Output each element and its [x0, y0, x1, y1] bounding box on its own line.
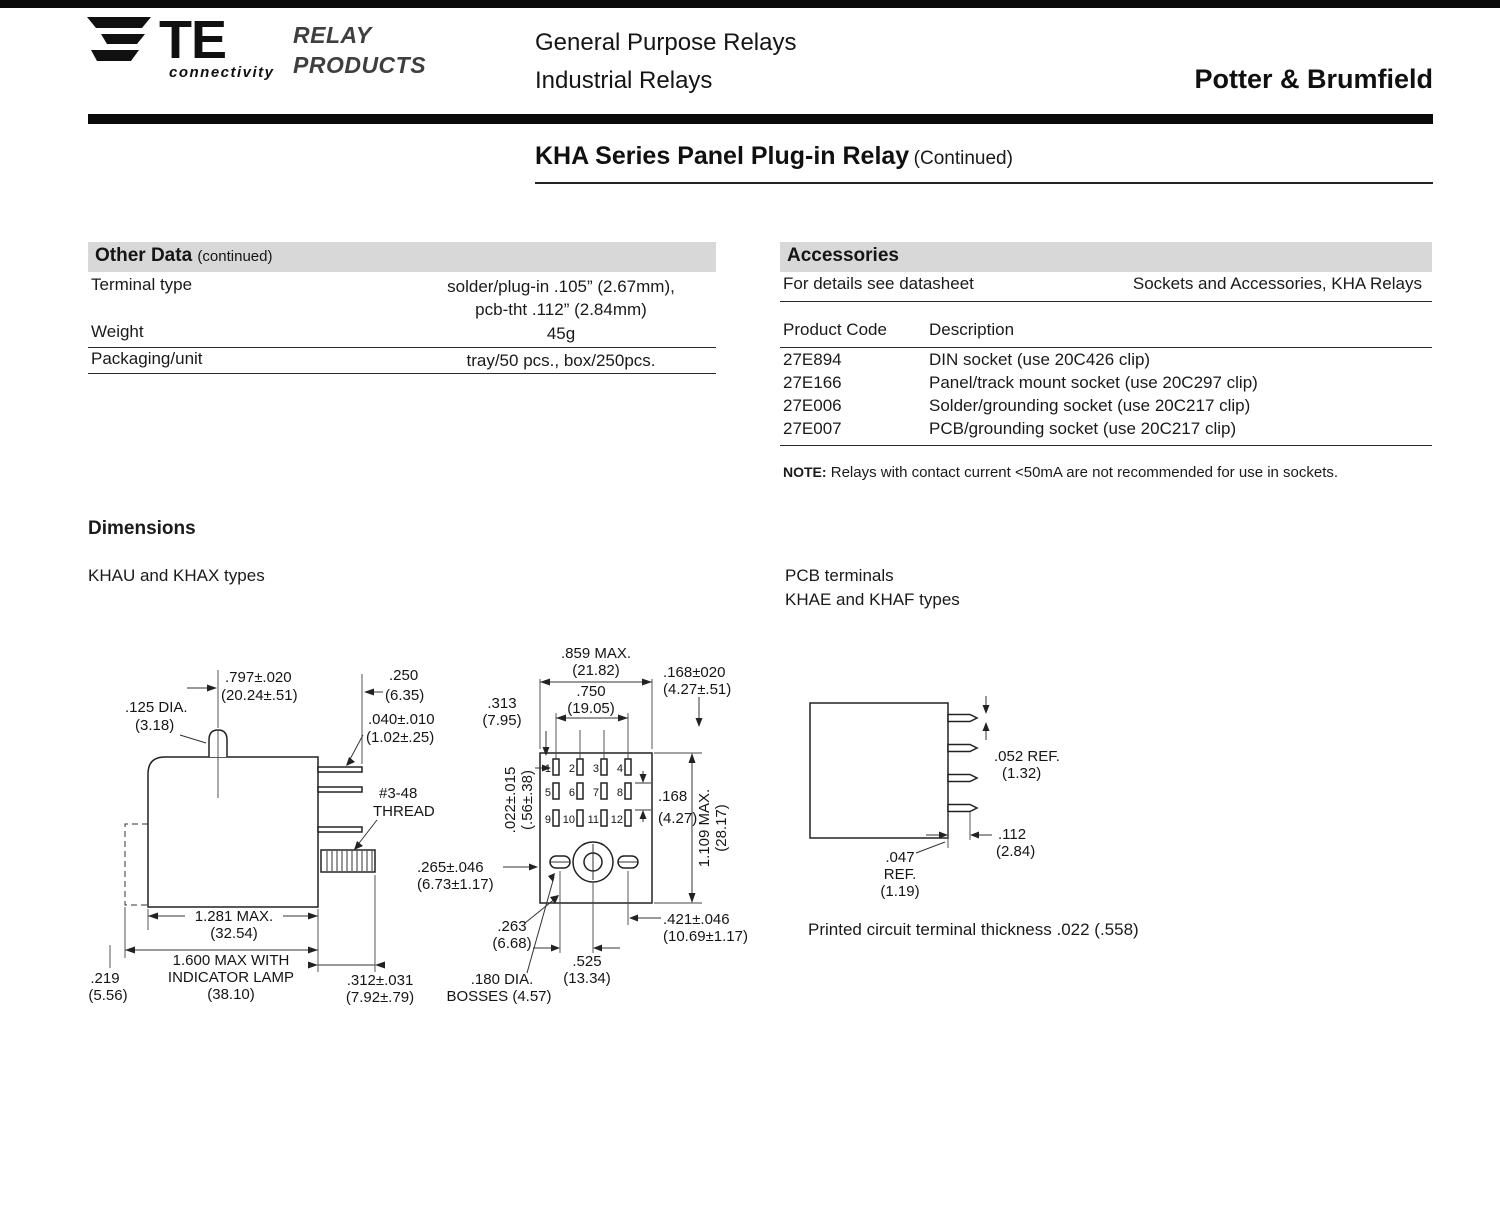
dim-525-mm-label: (13.34) — [563, 970, 611, 987]
pin-number: 4 — [616, 763, 623, 775]
dim-1109-mm-label: (28.17) — [713, 804, 730, 852]
dim-859-label: .859 MAX. — [560, 645, 632, 662]
dim-797-label: .797±.020 — [225, 669, 292, 686]
pcb-terminal-thickness-note: Printed circuit terminal thickness .022 (.558) — [808, 920, 1139, 939]
accessories-heading-text: Accessories — [787, 245, 899, 266]
dim-1600-mm-label: (38.10) — [207, 986, 255, 1003]
table-row — [780, 373, 1432, 396]
other-data-heading — [88, 242, 716, 272]
dim-168t-mm-label: (4.27±.51) — [663, 681, 732, 698]
dim-052-mm-label: (1.32) — [1002, 765, 1042, 782]
pin-number: 1 — [544, 763, 551, 775]
weight-label: Weight — [91, 322, 144, 341]
packaging-label: Packaging/unit — [91, 349, 203, 368]
accessories-details-row — [780, 272, 1432, 302]
drawing-side-view — [85, 640, 465, 1010]
dim-797-mm-label: (20.24±.51) — [221, 687, 298, 704]
dim-168-mm-label: (4.27) — [658, 810, 698, 827]
accessories-details-value: Sockets and Accessories, KHA Relays — [1132, 274, 1422, 293]
accessories-note — [780, 464, 1432, 481]
product-code: 27E894 — [783, 350, 842, 369]
table-row — [780, 396, 1432, 419]
weight-row — [88, 322, 716, 348]
category-line1: General Purpose Relays — [535, 29, 797, 56]
dim-1600-label-line1: 1.600 MAX WITH — [172, 952, 290, 969]
dim-263-label: .263 — [497, 918, 527, 935]
dim-750-mm-label: (19.05) — [567, 700, 615, 717]
page-title — [535, 142, 1013, 171]
dim-313-mm-label: (7.95) — [482, 712, 522, 729]
other-data-heading-note: (continued) — [197, 248, 273, 265]
pin-number: 6 — [568, 787, 575, 799]
dim-421-label: .421±.046 — [663, 911, 730, 928]
packaging-value: tray/50 pcs., box/250pcs. — [466, 351, 656, 370]
title-underline — [535, 182, 1433, 184]
dim-180-label: .180 DIA. — [470, 971, 534, 988]
caption-pcb-terminals — [785, 564, 960, 612]
pin-number: 11 — [587, 814, 599, 826]
dim-313-label: .313 — [487, 695, 517, 712]
table-row — [780, 350, 1432, 373]
dim-168t-label: .168±020 — [663, 664, 726, 681]
dim-040-label: .040±.010 — [368, 711, 435, 728]
brand-block — [293, 20, 426, 80]
dim-250-label: .250 — [389, 667, 419, 684]
te-logo — [85, 10, 285, 81]
dim-250-mm-label: (6.35) — [385, 687, 425, 704]
pin-number: 9 — [544, 814, 551, 826]
table-row — [780, 419, 1432, 442]
dim-1281-mm-label: (32.54) — [210, 925, 258, 942]
brand-line2: PRODUCTS — [293, 52, 427, 78]
product-code: 27E007 — [783, 419, 842, 438]
bottom-view-geometry — [540, 713, 652, 903]
terminal-type-row — [88, 272, 716, 322]
accessories-column-header — [780, 318, 1432, 348]
dim-125-mm-label: (3.18) — [135, 717, 175, 734]
top-border — [0, 0, 1500, 8]
terminal-type-label: Terminal type — [91, 275, 193, 294]
accessories-section — [780, 242, 1432, 481]
column-description: Description — [929, 320, 1015, 339]
te-logo-subtitle: connectivity — [169, 64, 275, 81]
column-product-code: Product Code — [783, 320, 887, 339]
dim-1281-label: 1.281 MAX. — [194, 908, 274, 925]
pin-number: 10 — [562, 814, 575, 826]
dim-525-label: .525 — [572, 953, 602, 970]
dim-750-label: .750 — [576, 683, 606, 700]
note-text: Relays with contact current <50mA are not recommended for use in sockets. — [830, 464, 1339, 481]
dim-052-label: .052 REF. — [994, 748, 1060, 765]
accessories-heading — [780, 242, 1432, 272]
brand-line1: RELAY — [293, 22, 372, 48]
dim-859-mm-label: (21.82) — [572, 662, 620, 679]
dim-112-mm-label: (2.84) — [996, 843, 1036, 860]
thread-label-line2: THREAD — [373, 803, 435, 820]
pin-number: 7 — [592, 787, 599, 799]
page-title-suffix: (Continued) — [913, 148, 1013, 169]
product-code: 27E006 — [783, 396, 842, 415]
dim-312-label: .312±.031 — [346, 972, 414, 989]
thread-label-line1: #3-48 — [379, 785, 418, 802]
caption-pcb-line1: PCB terminals — [785, 566, 894, 585]
dim-312-mm-label: (7.92±.79) — [345, 989, 415, 1006]
dim-047-label: .047 — [885, 849, 915, 866]
product-description: DIN socket (use 20C426 clip) — [929, 350, 1151, 369]
page-title-main: KHA Series Panel Plug-in Relay — [535, 142, 910, 170]
terminal-type-value-line2: pcb-tht .112” (2.84mm) — [475, 300, 647, 319]
te-logo-mark-icon — [85, 14, 155, 66]
dim-022-label: .022±.015 — [502, 766, 519, 834]
drawing-pcb-view — [800, 690, 1180, 905]
other-data-heading-text: Other Data — [95, 245, 193, 266]
dim-040-mm-label: (1.02±.25) — [366, 729, 435, 746]
pin-number: 3 — [592, 763, 599, 775]
side-view-geometry — [125, 730, 375, 907]
company-name: Potter & Brumfield — [1194, 64, 1433, 94]
packaging-row — [88, 348, 716, 374]
caption-khau-khax: KHAU and KHAX types — [88, 566, 265, 585]
dim-219-mm-label: (5.56) — [88, 987, 128, 1004]
pin-number: 8 — [616, 787, 623, 799]
dim-263-mm-label: (6.68) — [492, 935, 532, 952]
dim-168-label: .168 — [658, 788, 688, 805]
terminal-type-value — [301, 275, 716, 321]
drawing-bottom-view — [415, 635, 775, 1015]
dimensions-heading: Dimensions — [88, 518, 196, 539]
dim-265-mm-label: (6.73±1.17) — [417, 876, 494, 893]
dim-022-mm-label: (.56±.38) — [519, 770, 536, 830]
category-line2: Industrial Relays — [535, 67, 713, 94]
pcb-view-geometry — [810, 703, 977, 838]
product-code: 27E166 — [783, 373, 842, 392]
weight-value: 45g — [546, 324, 576, 343]
note-label: NOTE: — [783, 464, 827, 480]
pin-number: 12 — [610, 814, 623, 826]
te-logo-text: TE — [159, 10, 227, 70]
pin-number: 5 — [544, 787, 551, 799]
accessories-details-label: For details see datasheet — [783, 274, 974, 293]
product-description: PCB/grounding socket (use 20C217 clip) — [929, 419, 1237, 438]
dim-1109-label: 1.109 MAX. — [696, 788, 713, 868]
caption-pcb-line2: KHAE and KHAF types — [785, 590, 960, 609]
dim-1600-label-line2: INDICATOR LAMP — [167, 969, 295, 986]
accessories-rows — [780, 348, 1432, 446]
header-rule — [88, 114, 1433, 124]
terminal-type-value-line1: solder/plug-in .105” (2.67mm), — [447, 277, 675, 296]
dim-125-label: .125 DIA. — [125, 699, 188, 716]
dim-180-mm-label: BOSSES (4.57) — [446, 988, 552, 1005]
dim-112-label: .112 — [998, 826, 1027, 843]
dim-219-label: .219 — [90, 970, 120, 987]
dim-421-mm-label: (10.69±1.17) — [663, 928, 748, 945]
product-category — [535, 24, 796, 100]
dim-047-mm-label: (1.19) — [880, 883, 920, 900]
product-description: Solder/grounding socket (use 20C217 clip) — [929, 396, 1251, 415]
other-data-section — [88, 242, 716, 374]
product-description: Panel/track mount socket (use 20C297 clip) — [929, 373, 1258, 392]
dim-047-ref-label: REF. — [883, 866, 917, 883]
pin-number: 2 — [568, 763, 575, 775]
dim-265-label: .265±.046 — [417, 859, 484, 876]
